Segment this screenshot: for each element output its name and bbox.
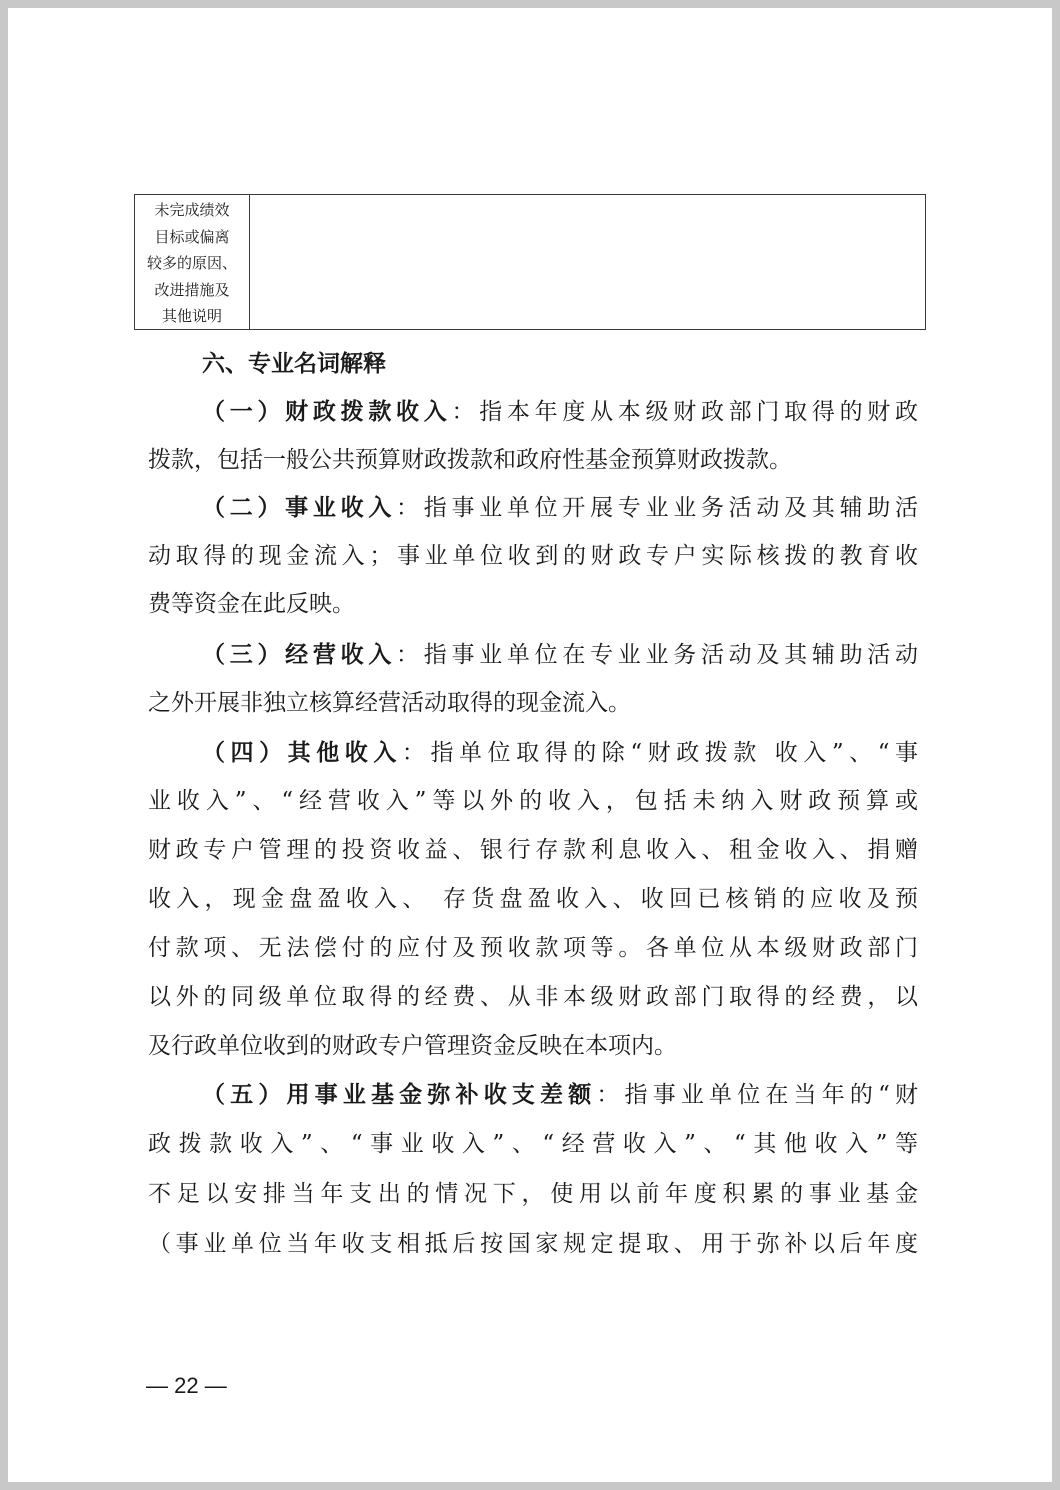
paragraph-3-line: 之外开展非独立核算经营活动取得的现金流入。 <box>148 690 631 716</box>
paragraph-5-line <box>202 1075 918 1115</box>
page-number: — 22 — <box>146 1373 227 1398</box>
definition-text: ：指事业单位开展专业业务活动及其辅助活 <box>396 495 919 521</box>
info-table <box>134 194 926 330</box>
paragraph-2-line: 动取得的现金流入；事业单位收到的财政专户实际核拨的教育收 <box>148 543 918 569</box>
term-label: （五）用事业基金弥补收支差额 <box>202 1082 597 1108</box>
term-label: （三）经营收入 <box>202 642 397 668</box>
definition-text: ：指事业单位在专业业务活动及其辅助活动 <box>396 642 919 668</box>
term-label: （四）其他收入 <box>202 740 402 766</box>
term-label: （一）财政拨款收入 <box>202 399 452 425</box>
paragraph-3-line <box>202 635 918 675</box>
paragraph-2-line: 费等资金在此反映。 <box>148 591 355 617</box>
paragraph-4-line: 及行政单位收到的财政专户管理资金反映在本项内。 <box>148 1033 677 1059</box>
paragraph-5-line: 政拨款收入”、“事业收入”、“经营收入”、“其他收入”等 <box>148 1131 918 1157</box>
paragraph-4-line: 业收入”、“经营收入”等以外的收入，包括未纳入财政预算或 <box>148 788 918 814</box>
paragraph-5-line: 不足以安排当年支出的情况下，使用以前年度积累的事业基金 <box>148 1181 918 1207</box>
table-label-line: 较多的原因、 <box>146 254 237 272</box>
definition-text: ：指单位取得的除“财政拨款 收入”、“事 <box>401 740 919 766</box>
definition-text: ：指本年度从本级财政部门取得的财政 <box>451 399 919 425</box>
paragraph-2-line <box>202 488 918 528</box>
table-label-line: 其他说明 <box>161 307 222 325</box>
definition-text: ：指事业单位在当年的“财 <box>596 1082 918 1108</box>
table-value-cell <box>250 195 925 329</box>
paragraph-4-line: 财政专户管理的投资收益、银行存款利息收入、租金收入、捐赠 <box>148 837 918 863</box>
paragraph-1-line: 拨款，包括一般公共预算财政拨款和政府性基金预算财政拨款。 <box>148 447 792 473</box>
document-page <box>8 8 1052 1482</box>
table-label-cell <box>135 195 250 329</box>
paragraph-4-line <box>202 733 918 773</box>
paragraph-4-line: 收入，现金盘盈收入、 存货盘盈收入、收回已核销的应收及预 <box>148 886 918 912</box>
paragraph-5-line: （事业单位当年收支相抵后按国家规定提取、用于弥补以后年度 <box>148 1231 918 1257</box>
paragraph-1-line <box>202 392 918 432</box>
section-heading: 六、专业名词解释 <box>202 351 386 377</box>
table-label-line: 目标或偏离 <box>154 227 230 246</box>
paragraph-4-line: 以外的同级单位取得的经费、从非本级财政部门取得的经费，以 <box>148 984 918 1010</box>
paragraph-4-line: 付款项、无法偿付的应付及预收款项等。各单位从本级财政部门 <box>148 935 918 961</box>
table-label-line: 改进措施及 <box>154 280 230 299</box>
term-label: （二）事业收入 <box>202 495 397 521</box>
table-label-line: 未完成绩效 <box>154 201 230 219</box>
